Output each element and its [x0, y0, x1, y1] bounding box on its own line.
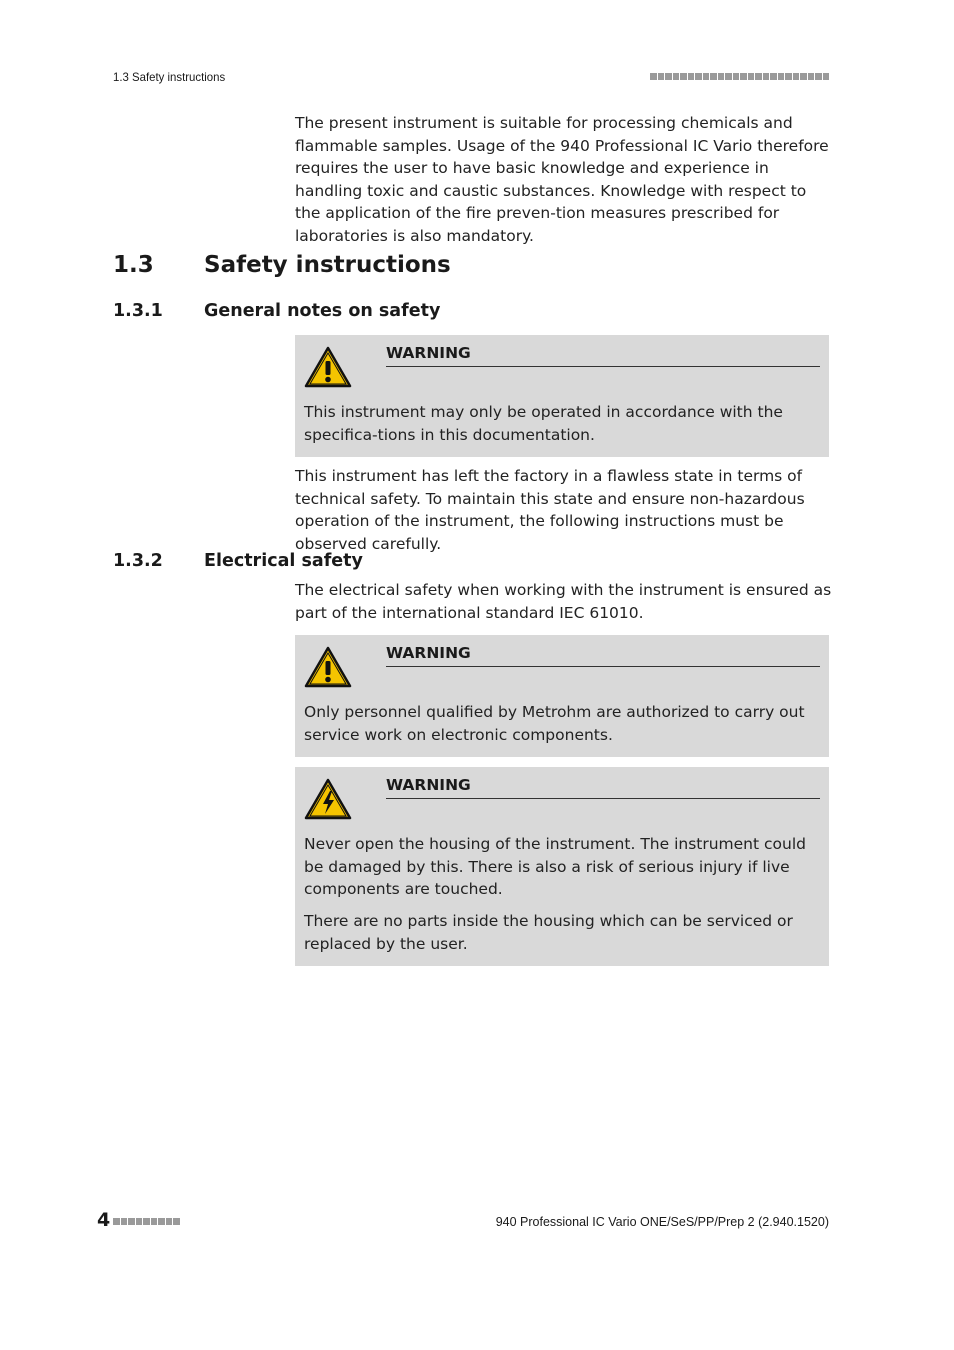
subsection-number: 1.3.1: [113, 301, 163, 321]
electrical-hazard-icon: [304, 778, 352, 820]
running-header-section: 1.3 Safety instructions: [113, 70, 226, 84]
section-title: Safety instructions: [204, 252, 451, 278]
warning-text-2: There are no parts inside the housing which can be serviced or replaced by the user.: [304, 912, 793, 953]
warning-box-personnel: [295, 635, 829, 757]
warning-text: Only personnel qualified by Metrohm are authorized to carry out service work on electronic components.: [304, 703, 805, 744]
subsection-title: General notes on safety: [204, 301, 441, 321]
footer-document-title: 940 Professional IC Vario ONE/SeS/PP/Prep 2 (2.940.1520): [495, 1215, 829, 1229]
warning-box-housing: [295, 767, 829, 966]
warning-text-1: Never open the housing of the instrument. The instrument could be damaged by this. There is also a risk of serious injury if live components are touched.: [304, 835, 806, 898]
footer-decorative-dots: [113, 1218, 180, 1225]
subsection-title: Electrical safety: [204, 551, 363, 571]
warning-title: WARNING: [386, 776, 820, 799]
intro-paragraph: The present instrument is suitable for processing chemicals and flammable samples. Usage of the 940 Professional IC Vario therefore requires the user to have basic knowledge and experience in handling toxic and caustic substances. Knowledge with respect to the application of the fire preven-tion measures prescribed for laboratories is also mandatory.: [295, 114, 829, 245]
header-decorative-dots: [650, 73, 829, 80]
subsection-number: 1.3.2: [113, 551, 163, 571]
warning-triangle-icon: [304, 646, 352, 688]
section-heading-1-3: [113, 252, 451, 278]
section-number: 1.3: [113, 252, 154, 278]
electrical-safety-paragraph: The electrical safety when working with the instrument is ensured as part of the international standard IEC 61010.: [295, 581, 832, 622]
warning-title: WARNING: [386, 644, 820, 667]
general-safety-paragraph: This instrument has left the factory in a flawless state in terms of technical safety. To maintain this state and ensure non-hazardous operation of the instrument, the following instructions must be observed carefully.: [295, 467, 805, 553]
warning-text: This instrument may only be operated in accordance with the specifica-tions in this documentation.: [304, 403, 783, 444]
warning-title: WARNING: [386, 344, 820, 367]
warning-box-general: [295, 335, 829, 457]
page-number: 4: [97, 1209, 111, 1231]
subsection-heading-1-3-1: [113, 301, 440, 321]
subsection-heading-1-3-2: [113, 551, 363, 571]
warning-triangle-icon: [304, 346, 352, 388]
